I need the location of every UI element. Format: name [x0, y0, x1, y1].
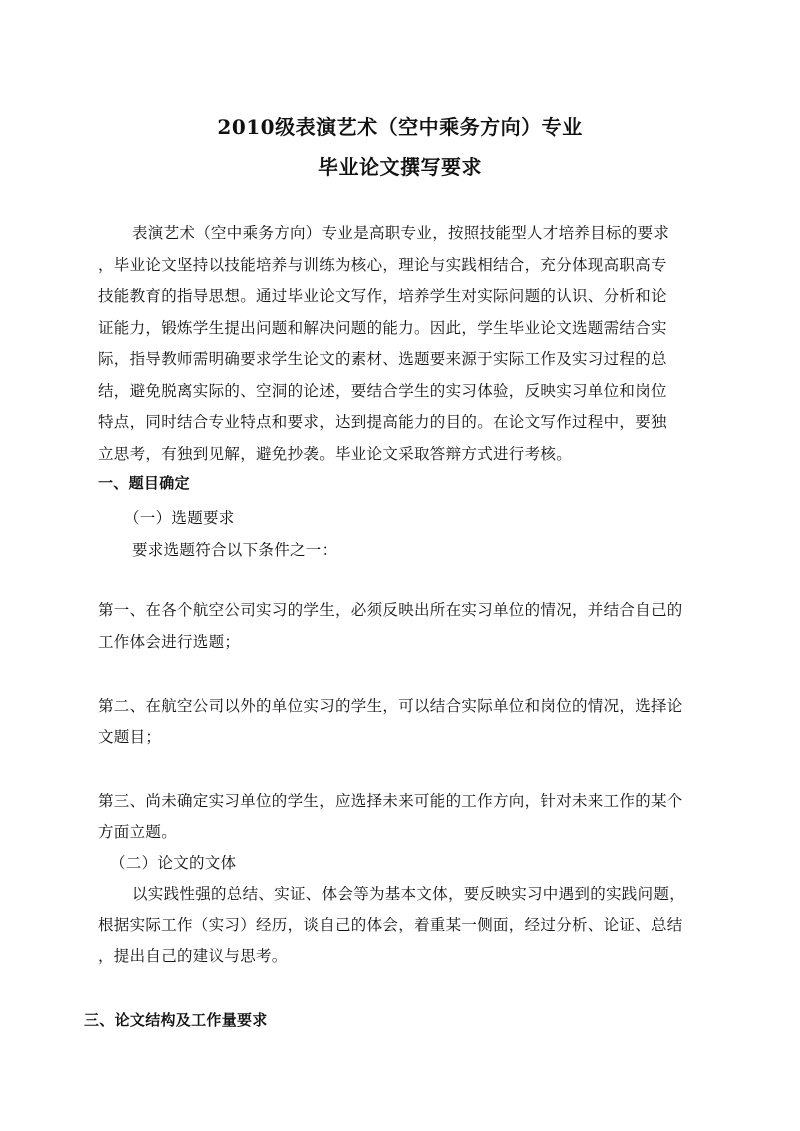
intro-line: 立思考，有独到见解，避免抄袭。毕业论文采取答辩方式进行考核。 [98, 444, 573, 463]
condition1-line2: 工作体会进行选题； [98, 633, 241, 651]
intro-paragraph [98, 218, 696, 470]
sub2-line1: 以实践性强的总结、实证、体会等为基本文体，要反映实习中遇到的实践问题， [132, 885, 686, 903]
section3-heading: 三、论文结构及工作量要求 [84, 1011, 268, 1029]
intro-line: ，毕业论文坚持以技能培养与训练为核心，理论与实践相结合，充分体现高职高专 [98, 255, 667, 274]
intro-line: 结，避免脱离实际的、空洞的论述，要结合学生的实习体验，反映实习单位和岗位 [98, 381, 667, 400]
intro-line: 特点，同时结合专业特点和要求，达到提高能力的目的。在论文写作过程中，要独 [98, 413, 667, 431]
section1-heading: 一、题目确定 [98, 474, 190, 492]
condition1-line1: 第一、在各个航空公司实习的学生，必须反映出所在实习单位的情况，并结合自己的 [98, 601, 683, 619]
intro-line: 表演艺术（空中乘务方向）专业是高职专业，按照技能型人才培养目标的要求 [132, 224, 670, 242]
document-title-line1: 2010级表演艺术（空中乘务方向）专业 [217, 115, 583, 139]
intro-line: 技能教育的指导思想。通过毕业论文写作，培养学生对实际问题的认识、分析和论 [98, 287, 667, 305]
intro-line: 证能力，锻炼学生提出问题和解决问题的能力。因此，学生毕业论文选题需结合实 [98, 318, 667, 337]
sub1-intro: 要求选题符合以下条件之一： [132, 541, 338, 559]
sub2-heading: （二）论文的文体 [110, 854, 237, 872]
sub1-heading: （一）选题要求 [124, 509, 235, 527]
condition3-line2: 方面立题。 [98, 823, 178, 841]
intro-line: 际，指导教师需明确要求学生论文的素材、选题要来源于实际工作及实习过程的总 [98, 350, 667, 368]
condition2-line2: 文题目； [98, 728, 162, 746]
condition3-line1: 第三、尚未确定实习单位的学生，应选择未来可能的工作方向，针对未来工作的某个 [98, 792, 683, 810]
document-title-line2: 毕业论文撰写要求 [318, 155, 482, 179]
sub2-line2: 根据实际工作（实习）经历，谈自己的体会，着重某一侧面，经过分析、论证、总结 [98, 916, 683, 934]
condition2-line1: 第二、在航空公司以外的单位实习的学生，可以结合实际单位和岗位的情况，选择论 [98, 697, 683, 715]
sub2-line3: ，提出自己的建议与思考。 [98, 947, 288, 965]
